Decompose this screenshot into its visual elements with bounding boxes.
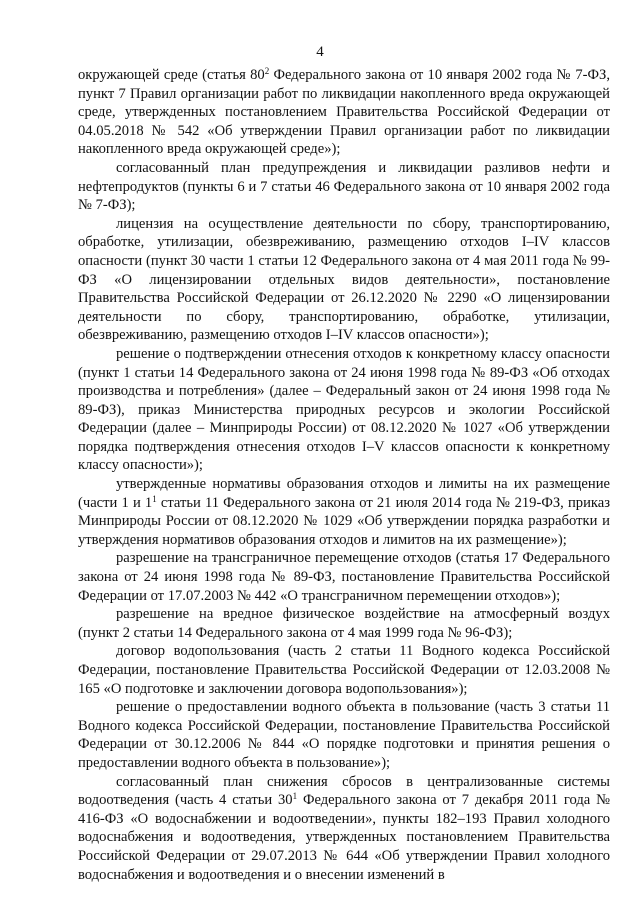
document-body: [78, 66, 610, 884]
page-number: 4: [316, 44, 324, 60]
paragraph-cont-accumulated-harm: окружающей среде (статья $80^2$ Федерального закона от 10 января 2002 года № 7-ФЗ, пункт 7 Правил организации работ по ликвидации накопленного вреда окружающей среде, утвержденных постановлением Правительства Российской Федерации от 04.05.2018 № 542 «Об утверждении Правил организации работ по ликвидации накопленного вреда окружающей среде»);: [78, 66, 610, 158]
superscript-index: 1: [152, 493, 157, 504]
paragraph-waste-norms-limits: утвержденные нормативы образования отходов и лимиты на их размещение (части 1 и $1^1$ статьи 11 Федерального закона от 21 июля 2014 года № 219-ФЗ, приказ Минприроды России от 08.12.2020 № 1029 «Об утверждении порядка разработки и утверждения нормативов образования отходов и лимитов на их размещение»);: [78, 476, 610, 548]
paragraph-oil-spill-plan: согласованный план предупреждения и ликвидации разливов нефти и нефтепродуктов (пункты 6 и 7 статьи 46 Федерального закона от 10 января 2002 года № 7-ФЗ);: [78, 159, 610, 214]
superscript-index: 1: [292, 791, 298, 802]
paragraph-water-use-agreement: договор водопользования (часть 2 статьи 11 Водного кодекса Российской Федерации, постановление Правительства Российской Федерации от 12.03.2008 № 165 «О подготовке и заключении договора водопользования»);: [78, 643, 610, 697]
paragraph-transboundary-permit: разрешение на трансграничное перемещение отходов (статья 17 Федерального закона от 24 июня 1998 года № 89-ФЗ, постановление Правительства Российской Федерации от 17.07.2003 № 442 «О трансграничном перемещении отходов»);: [78, 550, 610, 604]
paragraph-discharge-reduction-plan: согласованный план снижения сбросов в централизованные системы водоотведения (часть 4 статьи $30^1$ Федерального закона от 7 декабря 2011 года № 416-ФЗ «О водоснабжении и водоотведении», пункты 182–193 Правил холодного водоснабжения и водоотведения, утвержденных постановлением Правительства Российской Федерации от 29.07.2013 № 644 «Об утверждении Правил холодного водоснабжения и водоотведения и о внесении изменений в: [78, 773, 610, 883]
paragraph-waste-license: лицензия на осуществление деятельности по сбору, транспортированию, обработке, утилизации, обезвреживанию, размещению отходов I–IV классов опасности (пункт 30 части 1 статьи 12 Федерального закона от 4 мая 2011 года № 99-ФЗ «О лицензировании отдельных видов деятельности», постановление Правительства Российской Федерации от 26.12.2020 № 2290 «О лицензировании деятельности по сбору, транспортированию, обработке, утилизации, обезвреживанию, размещению отходов I–IV классов опасности»);: [78, 215, 610, 344]
superscript-index: 2: [264, 66, 270, 76]
paragraph-water-body-decision: решение о предоставлении водного объекта в пользование (часть 3 статьи 11 Водного кодекса Российской Федерации, постановление Правительства Российской Федерации от 30.12.2006 № 844 «О порядке подготовки и принятия решения о предоставлении водного объекта в пользование»);: [78, 699, 610, 771]
paragraph-air-impact-permit: разрешение на вредное физическое воздействие на атмосферный воздух (пункт 2 статьи 14 Федерального закона от 4 мая 1999 года № 96-ФЗ);: [78, 606, 610, 641]
paragraph-hazard-class-decision: решение о подтверждении отнесения отходов к конкретному классу опасности (пункт 1 статьи 14 Федерального закона от 24 июня 1998 года № 89-ФЗ «Об отходах производства и потребления» (далее – Федеральный закон от 24 июня 1998 года № 89-ФЗ), приказ Министерства природных ресурсов и экологии Российской Федерации (далее – Минприроды России) от 08.12.2020 № 1027 «Об утверждении порядка подтверждения отнесения отходов I–V классов опасности к конкретному классу опасности»);: [78, 345, 610, 474]
